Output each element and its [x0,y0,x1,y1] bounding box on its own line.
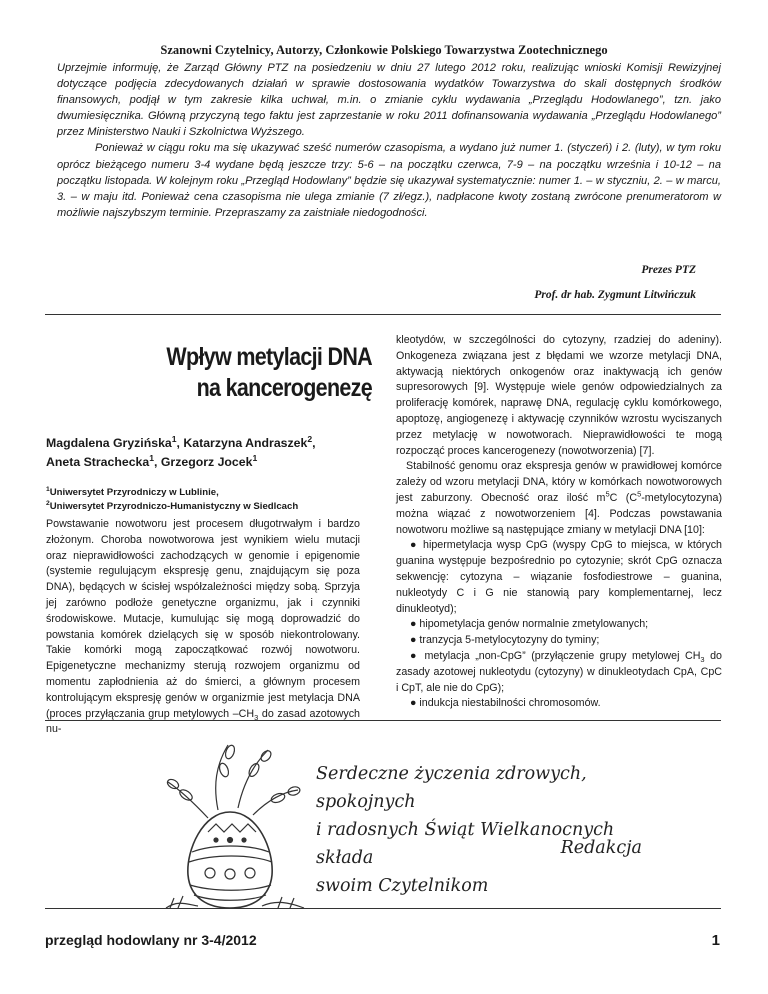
author: Magdalena Gryzińska$^1$ [46,433,177,450]
greeting-line: Serdeczne życzenia zdrowych, spokojnych [316,764,587,812]
article-title [86,342,372,404]
title-line: na kancerogenezę [196,374,372,402]
journal-footer: przegląd hodowlany nr 3-4/2012 [45,932,257,948]
notice-paragraph: Uprzejmie informuję, że Zarząd Główny PTZ na posiedzeniu w dniu 27 lutego 2012 roku, realizując wnioski Komisji Rewizyjnej dotyczące podjęcia zdecydowanych działań w sprawie dostosowania wydatków Towarzystwa do skali dostępnych środków finansowych, podjął w tym zakresie kilka uchwał, m.in. o zmianie cyklu wydawania „Przeglądu Hodowlanego”, tzn. jako dwumiesięcznika. Główną przyczyną tego faktu jest zaprzestanie w roku 2011 dofinansowania wydawania „Przeglądu Hodowlanego” przez Ministerstwo Nauki i Szkolnictwa Wyższego. [57,62,721,139]
article-affiliations [46,486,376,514]
bullet-item: ● hipometylacja genów normalnie zmetylowanych; [410,618,649,631]
greeting-line: swoim Czytelnikom [316,876,489,896]
signature-role: Prezes PTZ [641,264,696,276]
notice-paragraph: Ponieważ w ciągu roku ma się ukazywać sześć numerów czasopisma, a wydano już numer 1. (styczeń) i 2. (luty), w tym roku oprócz bieżącego numeru 3-4 wydane będą jeszcze trzy: 5-6 – na początku czerwca, 7-9 – na początku września i 10-12 – na początku listopada. W kolejnym roku „Przegląd Hodowlany” będzie się ukazywał systematycznie: numer 1. – w styczniu, 2. – w marcu, 3. – w maju itd. Ponieważ cena czasopisma nie ulega zmianie (7 zł/egz.), nadpłacone kwoty zostaną zwrócone prenumeratorom w możliwie najszybszym terminie. Przepraszamy za zaistniałe niedogodności. [57,142,721,219]
author: Katarzyna Andraszek$^2$ [183,433,313,450]
article-authors: Magdalena Gryzińska$^1$, Katarzyna Andraszek$^2$, Aneta Strachecka$^1$, Grzegorz Jocek$^1$ [46,433,316,469]
easter-greeting [316,760,656,900]
divider [45,908,721,909]
signature-name: Prof. dr hab. Zygmunt Litwińczuk [534,289,696,301]
greeting-signature: Redakcja [560,838,642,858]
bullet-item: ● hipermetylacja wysp CpG (wyspy CpG to miejsca, w których guanina występuje bezpośrednio po cytozynie; skrót CpG oznacza sekwencję: cytozyna – wiązanie fosfodiestrowe – guanina, nukleotydy C i G nie stanowią pary komplementarnej, lecz dinukleotyd); [396,539,722,615]
divider [45,314,721,315]
easter-egg-with-catkins-icon [158,740,308,910]
title-line: Wpływ metylacji DNA [166,343,372,371]
notice-body [57,60,721,221]
article-column-right [396,333,722,712]
article-paragraph: kleotydów, w szczególności do cytozyny, rzadziej do adeniny). Onkogeneza związana jest z błędami we wzorze metylacji DNA, aktywacją niektórych onkogenów oraz inaktywacją ich genów supresorowych [9]. Występuje wiele genów odpowiedzialnych za proliferację komórek, naprawę DNA, regulację cyklu komórkowego, apoptozę, angiogenezę i aktywację czynników wzrostu wyciszanych przez metylację w nowotworach. Nieprawidłowości te mogą rozpocząć proces kancerogenezy (nowotworzenia) [7]. [396,334,722,457]
page-number: 1 [711,932,720,949]
bullet-item: ● tranzycja 5-metylocytozyny do tyminy; [410,634,600,647]
divider [45,720,721,721]
notice-heading: Szanowni Czytelnicy, Autorzy, Członkowie Polskiego Towarzystwa Zootechnicznego [160,43,608,57]
affiliation: $^2$Uniwersytet Przyrodniczo-Humanistyczny w Siedlcach [46,499,299,512]
greeting-line: i radosnych Świąt Wielkanocnych składa [316,820,615,868]
author: Grzegorz Jocek$^1$ [160,452,258,469]
article-column-left: Powstawanie nowotworu jest procesem długotrwałym i bardzo złożonym. Choroba nowotworowa jest wynikiem wielu mutacji oraz nieprawidłowości zachodzących w genomie i epigenomie (systemie regulującym ekspresję genu, znajdującym się poza DNA), będących w ścisłej współzależności między sobą. Sprzyja jej zarówno podłoże genetyczne organizmu, jak i czynniki środowiskowe. Mutacje, kumulując się mogą doprowadzić do powstania komórek dzielących się w sposób niekontrolowany. Takie komórki mogą zapoczątkować rozwój nowotworu. Epigenetyczne mechanizmy sterują rozwojem organizmu od momentu zapłodnienia aż do śmierci, a głównym procesem kontrolującym ekspresję genów w organizmie jest metylacja DNA (proces przyłączania grup metylowych $-CH_3$ do zasad azotowych nu- [46,518,361,736]
affiliation: $^1$Uniwersytet Przyrodniczy w Lublinie, [46,485,219,498]
author: Aneta Strachecka$^1$ [46,452,155,469]
bullet-item: ● metylacja „non-CpG” (przyłączenie grupy metylowej $CH_3$ do zasady azotowej nukleotydu (cytozyny) w dinukleotydach CpA, CpC i CpT, ale nie do CpG); [396,649,723,694]
bullet-item: ● indukcja niestabilności chromosomów. [410,697,601,710]
article-paragraph: Stabilność genomu oraz ekspresja genów w prawidłowej komórce zależy od wzoru metylacji DNA, który w komórkach nowotworowych jest zaburzony. Obecność oraz ilość $m^5C$ $(C^5-metylocytozyna)$ można wiązać z nowotworzeniem [4]. Podczas powstawania nowotworu możliwe są następujące zmiany w metylacji DNA [10]: [396,460,723,536]
